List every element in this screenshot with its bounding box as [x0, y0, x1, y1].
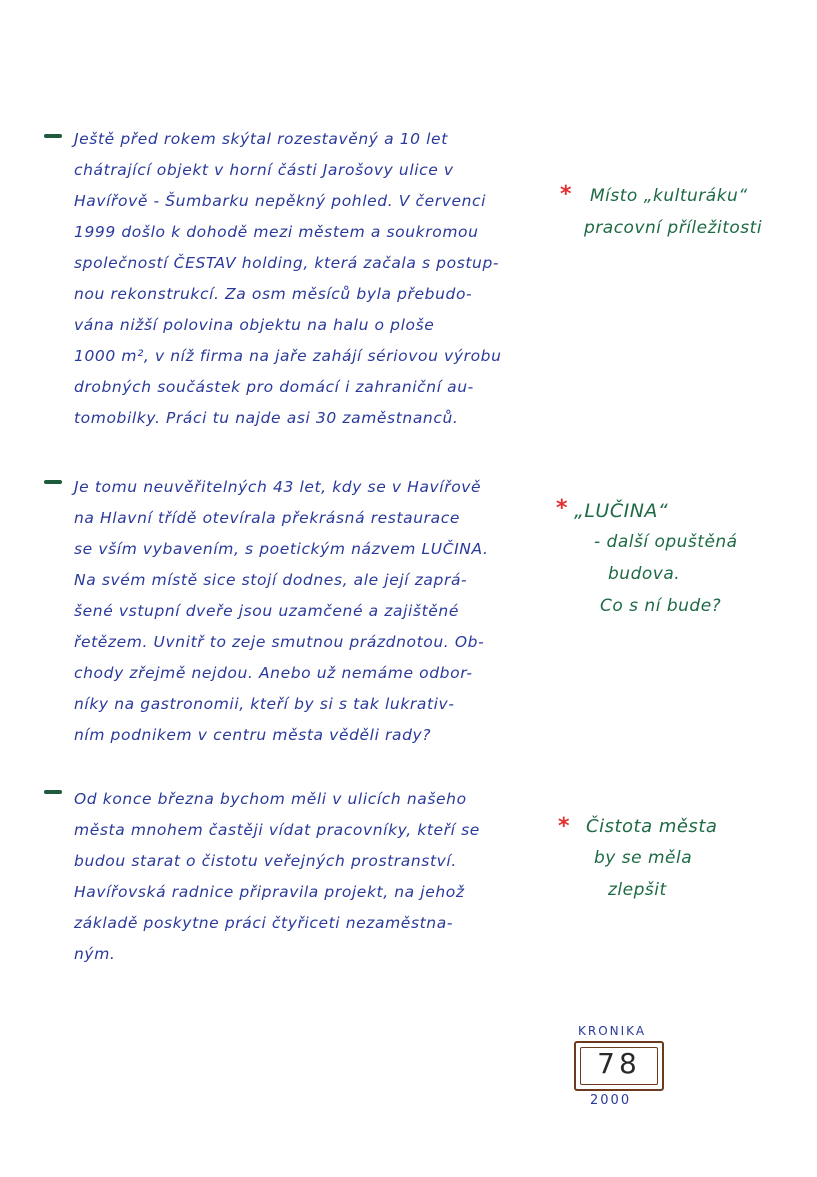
entry-dash — [44, 134, 62, 138]
entry-line: 1000 m², v níž firma na jaře zahájí sériovou výrobu — [74, 347, 502, 365]
note-line: pracovní příležitosti — [584, 218, 763, 238]
entry-line: budou starat o čistotu veřejných prostranství. — [74, 852, 457, 870]
asterisk-icon: * — [558, 814, 570, 839]
entry-line: Je tomu neuvěřitelných 43 let, kdy se v Havířově — [74, 478, 482, 496]
entry-line: ním podnikem v centru města věděli rady? — [74, 726, 432, 744]
entry-line: Od konce března bychom měli v ulicích našeho — [74, 790, 467, 808]
entry-line: níky na gastronomii, kteří by si s tak lukrativ- — [74, 695, 455, 713]
entry-line: základě poskytne práci čtyřiceti nezaměstna- — [74, 914, 454, 932]
entry-line: Ještě před rokem skýtal rozestavěný a 10 let — [74, 130, 448, 148]
asterisk-icon: * — [560, 182, 572, 207]
entry-line: společností ČESTAV holding, která začala s postup- — [74, 254, 500, 272]
entry-line: vána nižší polovina objektu na halu o ploše — [74, 316, 435, 334]
entry-line: řetězem. Uvnitř to zeje smutnou prázdnotou. Ob- — [74, 633, 485, 651]
note-line: zlepšit — [608, 880, 667, 900]
entry-line: chody zřejmě nejdou. Anebo už nemáme odbor- — [74, 664, 473, 682]
note-line: „LUČINA“ — [574, 500, 669, 522]
stamp-year: 2000 — [590, 1093, 632, 1108]
entry-line: na Hlavní třídě otevírala překrásná restaurace — [74, 509, 461, 527]
note-line: Co s ní bude? — [600, 596, 722, 616]
entry-line: nou rekonstrukcí. Za osm měsíců byla přebudo- — [74, 285, 473, 303]
entry-line: šené vstupní dveře jsou uzamčené a zajištěné — [74, 602, 459, 620]
entry-line: drobných součástek pro domácí i zahraniční au- — [74, 378, 474, 396]
entry-line: Na svém místě sice stojí dodnes, ale její zaprá- — [74, 571, 468, 589]
note-line: Čistota města — [586, 816, 718, 837]
entry-line: Havířovská radnice připravila projekt, na jehož — [74, 883, 465, 901]
note-line: - další opuštěná — [594, 532, 738, 552]
note-line: by se měla — [594, 848, 693, 868]
entry-line: 1999 došlo k dohodě mezi městem a soukromou — [74, 223, 479, 241]
page-number: 78 — [597, 1047, 641, 1080]
entry-line: se vším vybavením, s poetickým názvem LUČINA. — [74, 540, 489, 558]
asterisk-icon: * — [556, 496, 568, 521]
entry-dash — [44, 790, 62, 794]
entry-line: tomobilky. Práci tu najde asi 30 zaměstnanců. — [74, 409, 459, 427]
note-line: Místo „kulturáku“ — [590, 186, 748, 206]
entry-line: Havířově - Šumbarku nepěkný pohled. V červenci — [74, 192, 487, 210]
entry-line: města mnohem častěji vídat pracovníky, kteří se — [74, 821, 480, 839]
entry-line: chátrající objekt v horní části Jarošovy ulice v — [74, 161, 454, 179]
note-line: budova. — [608, 564, 681, 584]
page-number-stamp — [574, 1041, 664, 1091]
entry-dash — [44, 480, 62, 484]
entry-line: ným. — [74, 945, 116, 963]
stamp-label: KRONIKA — [578, 1024, 647, 1038]
